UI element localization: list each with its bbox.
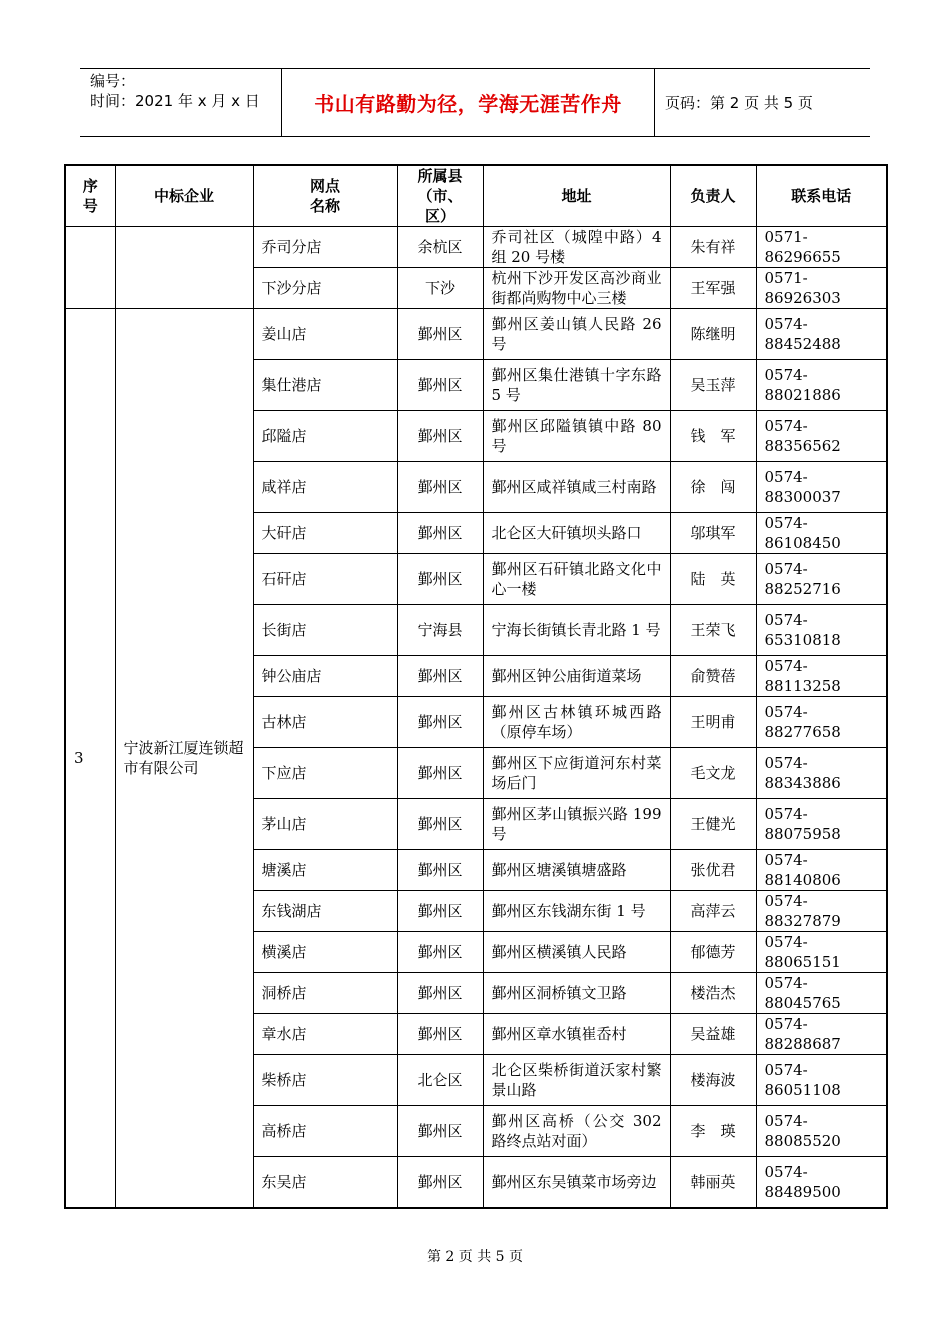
- person-cell: 徐 闯: [670, 462, 756, 513]
- person-cell: 吴益雄: [670, 1014, 756, 1055]
- phone-cell: 0574-88085520: [756, 1106, 887, 1157]
- address-cell: 鄞州区姜山镇人民路 26 号: [483, 309, 670, 360]
- county-cell: 鄞州区: [397, 656, 483, 697]
- address-cell: 鄞州区高桥（公交 302 路终点站对面）: [483, 1106, 670, 1157]
- person-cell: 陈继明: [670, 309, 756, 360]
- phone-cell: 0574-88327879: [756, 891, 887, 932]
- address-cell: 鄞州区集仕港镇十字东路 5 号: [483, 360, 670, 411]
- county-cell: 鄞州区: [397, 513, 483, 554]
- person-cell: 王荣飞: [670, 605, 756, 656]
- address-cell: 鄞州区塘溪镇塘盛路: [483, 850, 670, 891]
- person-cell: 张优君: [670, 850, 756, 891]
- phone-cell: 0574-88252716: [756, 554, 887, 605]
- store-name-cell: 下应店: [253, 748, 397, 799]
- county-cell: 宁海县: [397, 605, 483, 656]
- person-cell: 楼浩杰: [670, 973, 756, 1014]
- store-name-cell: 塘溪店: [253, 850, 397, 891]
- col-header-store-name: 网点 名称: [253, 165, 397, 227]
- phone-cell: 0574-88113258: [756, 656, 887, 697]
- store-name-cell: 横溪店: [253, 932, 397, 973]
- person-cell: 吴玉萍: [670, 360, 756, 411]
- page-header: [80, 68, 870, 137]
- address-cell: 鄞州区古林镇环城西路（原停车场）: [483, 697, 670, 748]
- county-cell: 鄞州区: [397, 309, 483, 360]
- phone-cell: 0574-86108450: [756, 513, 887, 554]
- county-cell: 鄞州区: [397, 1106, 483, 1157]
- person-cell: 毛文龙: [670, 748, 756, 799]
- phone-cell: 0574-88021886: [756, 360, 887, 411]
- phone-cell: 0574-88065151: [756, 932, 887, 973]
- person-cell: 楼海波: [670, 1055, 756, 1106]
- county-cell: 鄞州区: [397, 462, 483, 513]
- person-cell: 陆 英: [670, 554, 756, 605]
- store-name-cell: 姜山店: [253, 309, 397, 360]
- address-cell: 鄞州区下应街道河东村菜场后门: [483, 748, 670, 799]
- person-cell: 朱有祥: [670, 227, 756, 268]
- page-code: 页码：第 2 页 共 5 页: [665, 94, 813, 112]
- address-cell: 宁海长街镇长青北路 1 号: [483, 605, 670, 656]
- phone-cell: 0571-86296655: [756, 227, 887, 268]
- table-row: [65, 227, 887, 268]
- county-cell: 鄞州区: [397, 411, 483, 462]
- person-cell: 韩丽英: [670, 1157, 756, 1208]
- header-meta: [80, 69, 282, 136]
- phone-cell: 0574-88277658: [756, 697, 887, 748]
- address-cell: 鄞州区咸祥镇咸三村南路: [483, 462, 670, 513]
- store-name-cell: 柴桥店: [253, 1055, 397, 1106]
- page-footer: 第 2 页 共 5 页: [426, 1249, 524, 1265]
- store-name-cell: 咸祥店: [253, 462, 397, 513]
- company-cell: 宁波新江厦连锁超市有限公司: [115, 309, 253, 1208]
- time-label: 时间：2021 年 x 月 x 日: [90, 92, 260, 110]
- phone-cell: 0574-88452488: [756, 309, 887, 360]
- seq-cell: [65, 227, 115, 309]
- store-name-cell: 下沙分店: [253, 268, 397, 309]
- address-cell: 北仑区大矸镇坝头路口: [483, 513, 670, 554]
- county-cell: 鄞州区: [397, 1014, 483, 1055]
- number-label: 编号：: [90, 72, 136, 90]
- phone-cell: 0574-88140806: [756, 850, 887, 891]
- table-row: [65, 309, 887, 360]
- store-name-cell: 洞桥店: [253, 973, 397, 1014]
- county-cell: 北仑区: [397, 1055, 483, 1106]
- store-name-cell: 高桥店: [253, 1106, 397, 1157]
- col-header-company: 中标企业: [115, 165, 253, 227]
- person-cell: 俞赞蓓: [670, 656, 756, 697]
- county-cell: 下沙: [397, 268, 483, 309]
- header-motto-cell: [282, 69, 655, 136]
- company-cell: [115, 227, 253, 309]
- address-cell: 北仑区柴桥街道沃家村繁景山路: [483, 1055, 670, 1106]
- phone-cell: 0574-88288687: [756, 1014, 887, 1055]
- person-cell: 邬琪军: [670, 513, 756, 554]
- person-cell: 高萍云: [670, 891, 756, 932]
- person-cell: 郁德芳: [670, 932, 756, 973]
- store-name-cell: 古林店: [253, 697, 397, 748]
- store-name-cell: 章水店: [253, 1014, 397, 1055]
- address-cell: 鄞州区东钱湖东街 1 号: [483, 891, 670, 932]
- col-header-person: 负责人: [670, 165, 756, 227]
- county-cell: 鄞州区: [397, 932, 483, 973]
- person-cell: 王军强: [670, 268, 756, 309]
- col-header-seq: 序 号: [65, 165, 115, 227]
- county-cell: 鄞州区: [397, 891, 483, 932]
- county-cell: 鄞州区: [397, 697, 483, 748]
- phone-cell: 0574-65310818: [756, 605, 887, 656]
- county-cell: 鄞州区: [397, 360, 483, 411]
- store-name-cell: 大矸店: [253, 513, 397, 554]
- phone-cell: 0574-88045765: [756, 973, 887, 1014]
- phone-cell: 0574-88300037: [756, 462, 887, 513]
- address-cell: 鄞州区钟公庙街道菜场: [483, 656, 670, 697]
- county-cell: 鄞州区: [397, 554, 483, 605]
- address-cell: 鄞州区石矸镇北路文化中心一楼: [483, 554, 670, 605]
- phone-cell: 0574-88489500: [756, 1157, 887, 1208]
- address-cell: 杭州下沙开发区高沙商业街都尚购物中心三楼: [483, 268, 670, 309]
- phone-cell: 0574-86051108: [756, 1055, 887, 1106]
- table-header-row: [65, 165, 887, 227]
- header-page-cell: [655, 69, 870, 136]
- store-name-cell: 东钱湖店: [253, 891, 397, 932]
- col-header-address: 地址: [483, 165, 670, 227]
- stores-table: [64, 164, 888, 1209]
- person-cell: 钱 军: [670, 411, 756, 462]
- motto: 书山有路勤为径，学海无涯苦作舟: [314, 92, 622, 116]
- person-cell: 王明甫: [670, 697, 756, 748]
- phone-cell: 0574-88075958: [756, 799, 887, 850]
- county-cell: 鄞州区: [397, 1157, 483, 1208]
- store-name-cell: 石矸店: [253, 554, 397, 605]
- store-name-cell: 茅山店: [253, 799, 397, 850]
- phone-cell: 0571-86926303: [756, 268, 887, 309]
- seq-cell: 3: [65, 309, 115, 1208]
- store-name-cell: 钟公庙店: [253, 656, 397, 697]
- county-cell: 鄞州区: [397, 799, 483, 850]
- store-name-cell: 东吴店: [253, 1157, 397, 1208]
- phone-cell: 0574-88356562: [756, 411, 887, 462]
- address-cell: 鄞州区东吴镇菜市场旁边: [483, 1157, 670, 1208]
- county-cell: 鄞州区: [397, 748, 483, 799]
- person-cell: 李 瑛: [670, 1106, 756, 1157]
- county-cell: 鄞州区: [397, 973, 483, 1014]
- address-cell: 鄞州区茅山镇振兴路 199 号: [483, 799, 670, 850]
- store-name-cell: 长街店: [253, 605, 397, 656]
- col-header-county: 所属县 （市、 区）: [397, 165, 483, 227]
- store-name-cell: 乔司分店: [253, 227, 397, 268]
- address-cell: 乔司社区（城隍中路）4组 20 号楼: [483, 227, 670, 268]
- person-cell: 王健光: [670, 799, 756, 850]
- address-cell: 鄞州区邱隘镇镇中路 80 号: [483, 411, 670, 462]
- col-header-phone: 联系电话: [756, 165, 887, 227]
- address-cell: 鄞州区洞桥镇文卫路: [483, 973, 670, 1014]
- phone-cell: 0574-88343886: [756, 748, 887, 799]
- county-cell: 鄞州区: [397, 850, 483, 891]
- address-cell: 鄞州区章水镇崔岙村: [483, 1014, 670, 1055]
- store-name-cell: 邱隘店: [253, 411, 397, 462]
- address-cell: 鄞州区横溪镇人民路: [483, 932, 670, 973]
- county-cell: 余杭区: [397, 227, 483, 268]
- store-name-cell: 集仕港店: [253, 360, 397, 411]
